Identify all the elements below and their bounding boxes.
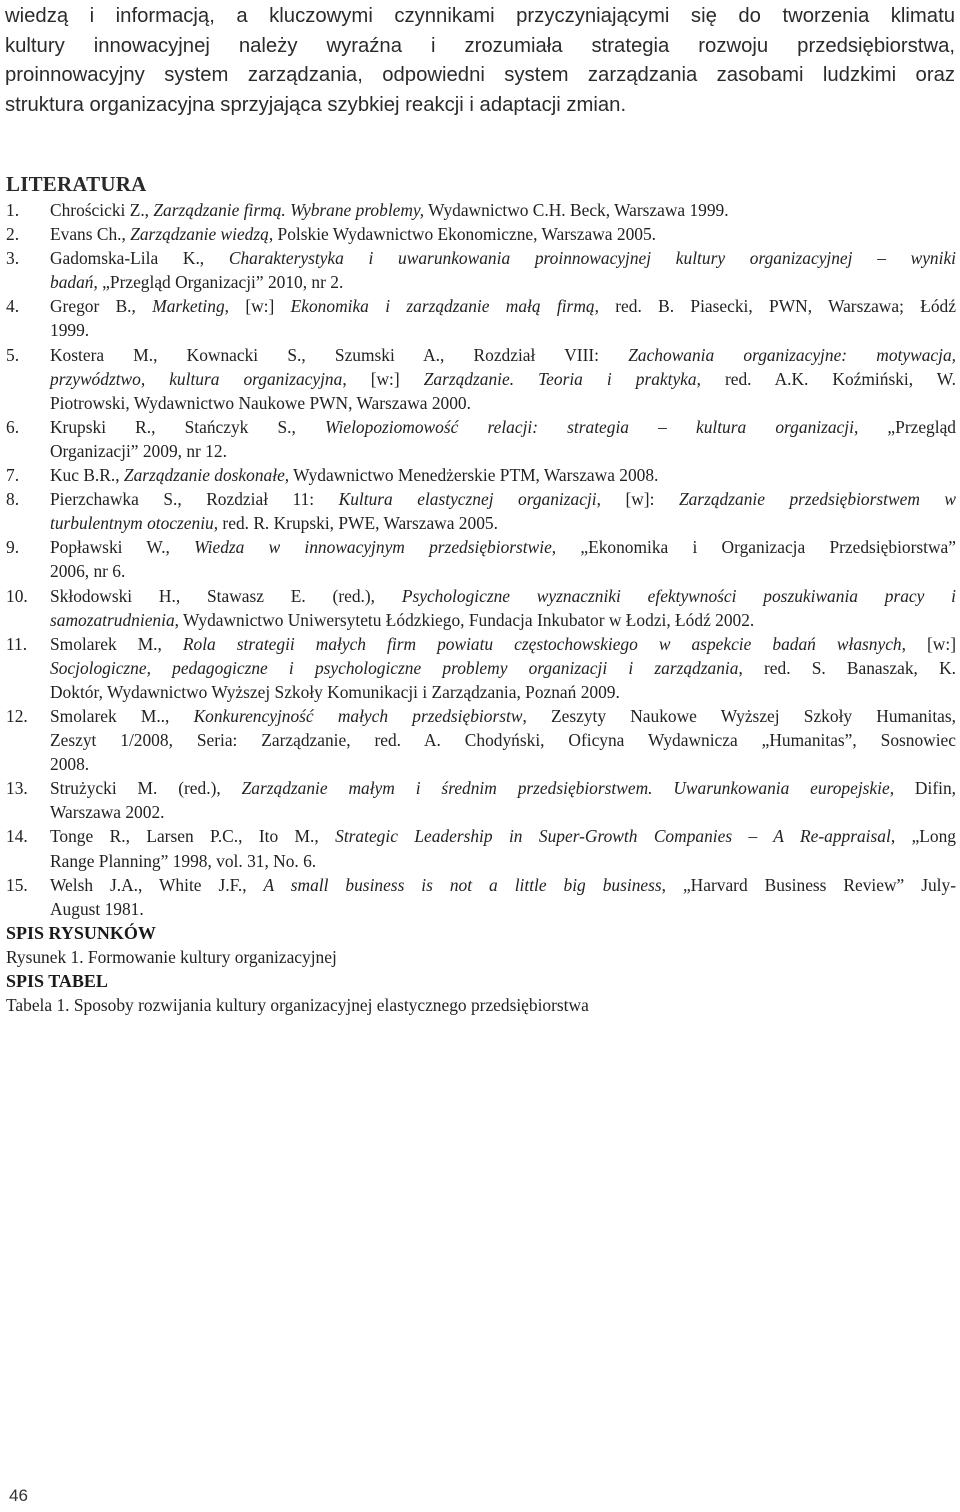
intro-line: kultury innowacyjnej należy wyraźna i zrozumiała strategia rozwoju przedsiębiorstwa, [5, 34, 955, 57]
reference-text: , Wydawnictwo Uniwersytetu Łódzkiego, Fundacja Inkubator w Łodzi, Łódź 2002. [174, 609, 755, 630]
reference-item [0, 487, 956, 535]
reference-item [0, 222, 956, 246]
reference-title-text: A small business is not a little big business [263, 874, 662, 895]
page-number: 46 [9, 1486, 28, 1505]
reference-title-text: Charakterystyka i uwarunkowania proinnowacyjnej kultury organizacyjnej – wyniki [228, 248, 957, 269]
reference-line [50, 559, 956, 583]
reference-title-text: Marketing [152, 296, 225, 317]
reference-text: , „Ekonomika i Organizacja Przedsiębiorstwa” [551, 537, 956, 558]
reference-number: 8. [6, 489, 20, 510]
reference-item [0, 824, 956, 872]
reference-item [0, 873, 956, 921]
reference-text: , Polskie Wydawnictwo Ekonomiczne, Warszawa 2005. [268, 224, 657, 245]
figures-list-heading: SPIS RYSUNKÓW [6, 922, 156, 943]
reference-line [50, 584, 956, 608]
reference-text: , red. A.K. Koźmiński, W. [696, 368, 956, 389]
reference-text: , [w:] [901, 633, 956, 654]
reference-line [50, 511, 956, 535]
reference-number: 14. [6, 826, 28, 847]
reference-text: Kuc B.R., [50, 465, 124, 486]
reference-text: Evans Ch., [50, 224, 131, 245]
reference-number: 11. [6, 633, 28, 654]
reference-text: , Wydawnictwo Menedżerskie PTM, Warszawa 2008. [284, 465, 659, 486]
reference-number: 3. [6, 248, 20, 269]
reference-item [0, 343, 956, 415]
reference-text: Popławski W., [50, 537, 195, 558]
reference-text: , red. B. Piasecki, PWN, Warszawa; Łódź [594, 296, 956, 317]
reference-title-text: turbulentnym otoczeniu [50, 513, 214, 534]
reference-line [50, 656, 956, 680]
reference-line [50, 463, 956, 487]
reference-text: Tonge R., Larsen P.C., Ito M., [50, 826, 336, 847]
reference-text: Gregor B., [50, 296, 153, 317]
reference-line [50, 391, 956, 415]
intro-line: proinnowacyjny system zarządzania, odpowiedni system zarządzania zasobami ludzkimi oraz [5, 64, 955, 86]
reference-item [0, 704, 956, 776]
reference-number: 13. [6, 778, 28, 799]
reference-title-text: Strategic Leadership in Super-Growth Companies – A Re-appraisal [335, 826, 891, 847]
reference-text: Organizacji” 2009, nr 12. [50, 440, 227, 461]
reference-title-text: Ekonomika i zarządzanie małą firmą [290, 296, 595, 317]
reference-title-text: Psychologiczne wyznaczniki efektywności poszukiwania pracy i [401, 585, 956, 606]
reference-text: Range Planning” 1998, vol. 31, No. 6. [50, 850, 317, 871]
reference-line [50, 824, 956, 848]
reference-text: Piotrowski, Wydawnictwo Naukowe PWN, Warszawa 2000. [50, 392, 471, 413]
reference-text: Gadomska-Lila K., [50, 248, 229, 269]
reference-number: 15. [6, 874, 28, 895]
reference-text: Doktór, Wydawnictwo Wyższej Szkoły Komunikacji i Zarządzania, Poznań 2009. [50, 681, 620, 702]
reference-number: 7. [6, 465, 20, 486]
reference-text: Welsh J.A., White J.F., [50, 874, 264, 895]
reference-line [50, 318, 956, 342]
reference-title-text: Zarządzanie firmą. Wybrane problemy, [153, 200, 425, 220]
reference-line [50, 270, 956, 294]
reference-title-text: badań [50, 272, 94, 293]
table-list-item: Tabela 1. Sposoby rozwijania kultury organizacyjnej elastycznego przedsiębiorstwa [6, 995, 589, 1016]
reference-text: Warszawa 2002. [50, 802, 165, 823]
reference-text: 2006, nr 6. [50, 561, 126, 582]
reference-title-text: Socjologiczne, pedagogiczne i psychologiczne problemy organizacji i zarządzania [50, 657, 739, 678]
reference-number: 12. [6, 705, 28, 726]
intro-line: struktura organizacyjna sprzyjająca szybkiej reakcji i adaptacji zmian. [5, 93, 627, 116]
reference-text: , „Przegląd Organizacji” 2010, nr 2. [93, 272, 344, 293]
reference-text: , Zeszyty Naukowe Wyższej Szkoły Humanitas, [522, 705, 956, 726]
reference-item [0, 294, 956, 342]
reference-line [50, 704, 956, 728]
reference-line [50, 608, 956, 632]
reference-text: , „Przegląd [853, 416, 956, 437]
reference-line [50, 343, 956, 367]
reference-line [50, 680, 956, 704]
reference-line [50, 198, 956, 222]
reference-title-text: Zarządzanie. Teoria i praktyka [423, 368, 697, 389]
reference-text: , „Harvard Business Review” July- [661, 874, 956, 895]
reference-line [50, 535, 956, 559]
reference-item [0, 198, 956, 222]
reference-line [50, 849, 956, 873]
reference-text: Skłodowski H., Stawasz E. (red.), [50, 585, 402, 606]
tables-list-heading: SPIS TABEL [6, 971, 108, 991]
reference-line [50, 776, 956, 800]
reference-line [50, 487, 956, 511]
reference-title-text: samozatrudnienia [50, 609, 175, 630]
reference-number: 10. [6, 585, 28, 606]
reference-text: August 1981. [50, 898, 144, 919]
reference-text: , „Long [890, 826, 956, 847]
reference-line [50, 800, 956, 824]
reference-title-text: Zarządzanie przedsiębiorstwem w [678, 489, 956, 510]
reference-title-text: Zarządzanie małym i średnim przedsiębiorstwem. Uwarunkowania europejskie [241, 778, 890, 799]
reference-title-text: Rola strategii małych firm powiatu częstochowskiego w aspekcie badań własnych [182, 633, 902, 654]
figure-list-item: Rysunek 1. Formowanie kultury organizacyjnej [6, 946, 337, 967]
reference-text: , red. S. Banaszak, K. [738, 657, 956, 678]
reference-line [50, 897, 956, 921]
reference-item [0, 632, 956, 704]
reference-title-text: Zachowania organizacyjne: motywacja, [628, 344, 956, 365]
reference-title-text: Wiedza w innowacyjnym przedsiębiorstwie [194, 537, 552, 558]
reference-text: , red. R. Krupski, PWE, Warszawa 2005. [213, 513, 498, 534]
reference-number: 6. [6, 416, 20, 437]
reference-line [50, 439, 956, 463]
reference-text: 2008. [50, 754, 90, 775]
reference-line [50, 246, 956, 270]
literature-heading: LITERATURA [6, 172, 147, 196]
reference-number: 5. [6, 344, 20, 365]
reference-text: Kostera M., Kownacki S., Szumski A., Rozdział VIII: [50, 344, 629, 365]
reference-text: , [w]: [596, 489, 679, 510]
reference-title-text: przywództwo, kultura organizacyjna [50, 368, 343, 389]
reference-line [50, 873, 956, 897]
intro-line: wiedzą i informacją, a kluczowymi czynnikami przyczyniającymi się do tworzenia klimatu [5, 5, 955, 27]
reference-title-text: Wielopoziomowość relacji: strategia – kultura organizacji [325, 416, 854, 437]
reference-title-text: Zarządzanie wiedzą [130, 224, 269, 245]
reference-list [0, 198, 960, 1017]
lists-section [0, 921, 960, 1017]
reference-text: , [w:] [342, 368, 424, 389]
reference-text: Smolarek M., [50, 633, 183, 654]
reference-item [0, 535, 956, 583]
reference-text: , Difin, [889, 778, 956, 799]
reference-number: 4. [6, 296, 20, 317]
reference-text: 1999. [50, 320, 90, 341]
reference-line [50, 222, 956, 246]
reference-item [0, 415, 956, 463]
reference-text: Krupski R., Stańczyk S., [50, 416, 326, 437]
intro-paragraph [5, 2, 955, 120]
reference-item [0, 246, 956, 294]
reference-item [0, 776, 956, 824]
reference-number: 1. [6, 200, 20, 220]
reference-title-text: Kultura elastycznej organizacji [338, 489, 597, 510]
reference-item [0, 584, 956, 632]
reference-line [50, 728, 956, 752]
reference-text: Zeszyt 1/2008, Seria: Zarządzanie, red. A. Chodyński, Oficyna Wydawnicza „Humanitas”, Sosnowiec [50, 730, 956, 751]
reference-line [50, 367, 956, 391]
reference-text: Chrościcki Z., [50, 200, 154, 220]
reference-title-text: Konkurencyjność małych przedsiębiorstw [193, 705, 523, 726]
reference-title-text: Zarządzanie doskonałe [123, 465, 285, 486]
reference-item [0, 463, 956, 487]
reference-text: , [w:] [224, 296, 291, 317]
reference-line [50, 632, 956, 656]
reference-number: 9. [6, 537, 20, 558]
reference-text: Smolarek M.., [50, 705, 194, 726]
reference-line [50, 415, 956, 439]
reference-text: Wydawnictwo C.H. Beck, Warszawa 1999. [424, 200, 729, 220]
reference-text: Pierzchawka S., Rozdział 11: [50, 489, 339, 510]
reference-number: 2. [6, 224, 20, 245]
reference-line [50, 752, 956, 776]
reference-text: Strużycki M. (red.), [50, 778, 242, 799]
reference-line [50, 294, 956, 318]
